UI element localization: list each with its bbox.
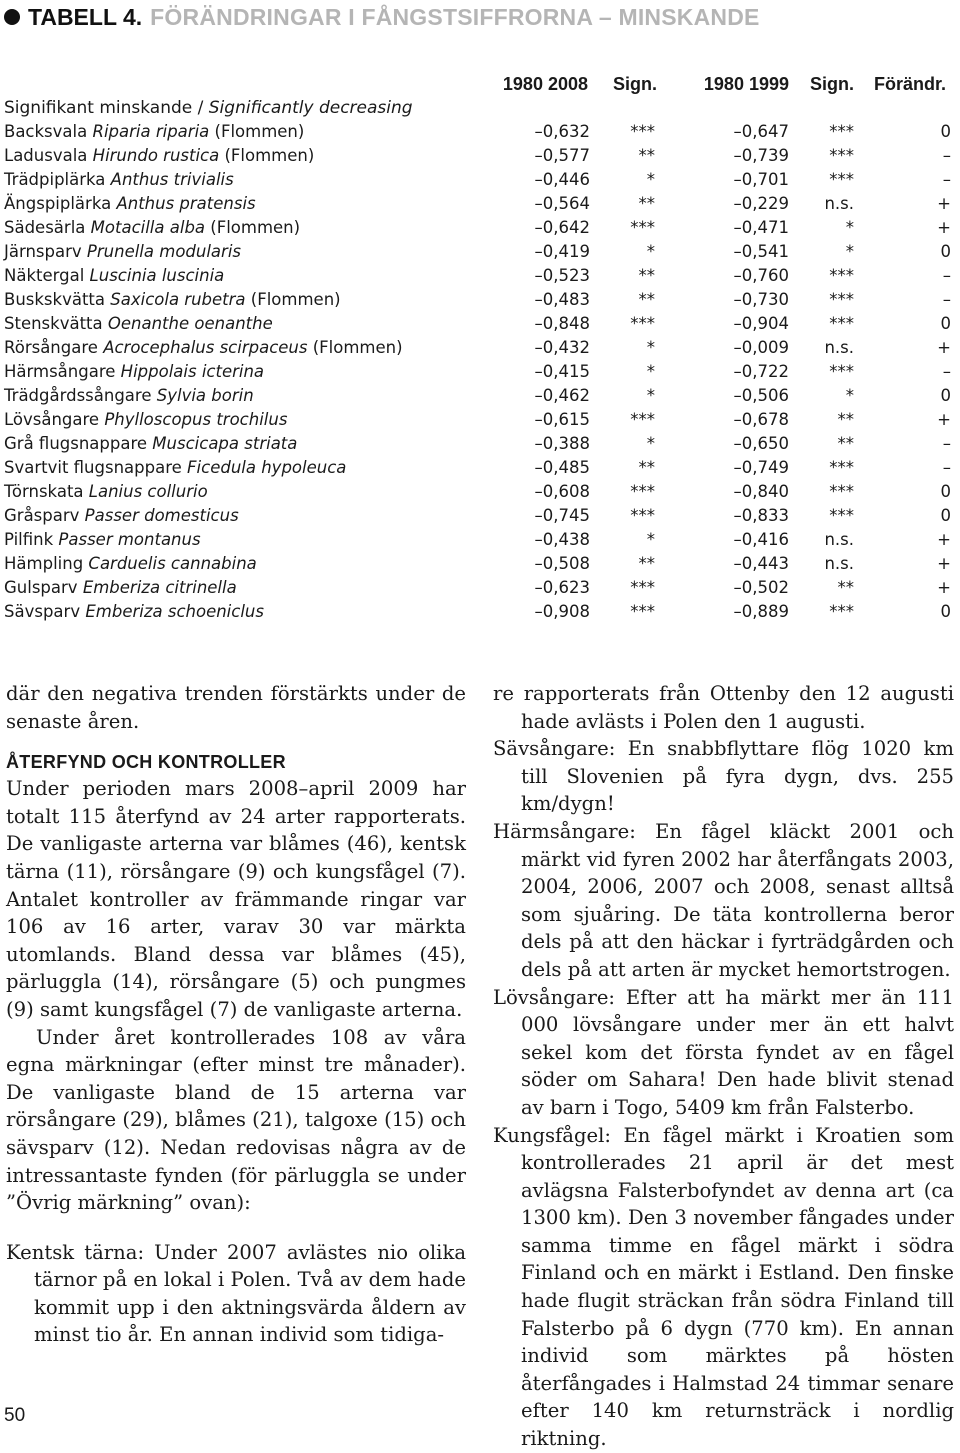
- significance-1-cell: **: [638, 146, 655, 165]
- trend-1980-1999-cell: –0,889: [733, 602, 789, 621]
- table-row: [0, 432, 960, 456]
- species-name: Trädgårdssångare: [4, 386, 152, 405]
- species-cell: [4, 552, 257, 576]
- paragraph-gap: [6, 1217, 466, 1239]
- significance-2-cell: *: [845, 218, 854, 237]
- change-cell: +: [937, 410, 951, 429]
- significance-1-cell: ***: [630, 482, 655, 501]
- intro-paragraph: där den negativa trenden förstärkts under de senaste åren.: [6, 682, 466, 733]
- species-name: Näktergal: [4, 266, 85, 285]
- significance-2-cell: ***: [829, 314, 854, 333]
- species-latin-name: Emberiza schoeniclus: [85, 602, 264, 621]
- section-label-swedish: Signifikant minskande /: [4, 98, 209, 118]
- significance-1-cell: **: [638, 194, 655, 213]
- significance-1-cell: ***: [630, 122, 655, 141]
- species-latin-name: Passer domesticus: [84, 506, 239, 525]
- table-row: [0, 144, 960, 168]
- change-cell: +: [937, 218, 951, 237]
- trend-1980-1999-cell: –0,541: [733, 242, 789, 261]
- significance-2-cell: ***: [829, 506, 854, 525]
- table-row: [0, 336, 960, 360]
- significance-1-cell: **: [638, 266, 655, 285]
- change-cell: –: [942, 170, 951, 189]
- species-latin-name: Prunella modularis: [86, 242, 242, 261]
- species-latin-name: Sylvia borin: [156, 386, 254, 405]
- table-header-row: [0, 72, 960, 96]
- table-row: [0, 504, 960, 528]
- section-label-row: [0, 96, 960, 120]
- significance-2-cell: ***: [829, 266, 854, 285]
- trend-1980-2008-cell: –0,615: [534, 410, 590, 429]
- trend-1980-2008-cell: –0,908: [534, 602, 590, 621]
- table-title: FÖRÄNDRINGAR I FÅNGSTSIFFRORNA – MINSKANDE: [150, 3, 760, 30]
- column-header-sign-2: Sign.: [810, 74, 854, 94]
- significance-1-cell: *: [646, 434, 655, 453]
- change-cell: –: [942, 146, 951, 165]
- table-row: [0, 408, 960, 432]
- significance-1-cell: ***: [630, 314, 655, 333]
- species-cell: [4, 264, 224, 288]
- significance-1-cell: *: [646, 170, 655, 189]
- species-cell: [4, 480, 208, 504]
- significance-1-cell: *: [646, 530, 655, 549]
- data-table: [0, 72, 960, 624]
- trend-1980-1999-cell: –0,722: [733, 362, 789, 381]
- trend-1980-2008-cell: –0,577: [534, 146, 590, 165]
- trend-1980-2008-cell: –0,446: [534, 170, 590, 189]
- species-cell: [4, 456, 346, 480]
- change-cell: +: [937, 194, 951, 213]
- significance-2-cell: ***: [829, 290, 854, 309]
- species-latin-name: Riparia riparia: [92, 122, 210, 141]
- species-cell: [4, 240, 241, 264]
- trend-1980-2008-cell: –0,483: [534, 290, 590, 309]
- significance-2-cell: n.s.: [824, 338, 854, 357]
- table-row: [0, 480, 960, 504]
- species-name: Ängspiplärka: [4, 194, 112, 213]
- change-cell: 0: [940, 314, 951, 333]
- species-cell: [4, 408, 287, 432]
- significance-2-cell: ***: [829, 602, 854, 621]
- trend-1980-1999-cell: –0,749: [733, 458, 789, 477]
- significance-2-cell: n.s.: [824, 554, 854, 573]
- species-cell: [4, 384, 254, 408]
- change-cell: 0: [940, 122, 951, 141]
- table-label: TABELL 4.: [28, 3, 143, 30]
- significance-2-cell: ***: [829, 122, 854, 141]
- significance-1-cell: *: [646, 338, 655, 357]
- change-cell: +: [937, 578, 951, 597]
- species-note: (Flommen): [312, 338, 403, 357]
- finding-paragraph: re rapporterats från Ottenby den 12 augusti hade avlästs i Polen den 1 augusti.: [493, 682, 954, 733]
- species-name: Sädesärla: [4, 218, 86, 237]
- species-cell: [4, 504, 239, 528]
- species-latin-name: Acrocephalus scirpaceus: [103, 338, 308, 357]
- table-row: [0, 576, 960, 600]
- column-header-period-2: 1980 1999: [703, 74, 789, 94]
- table-row: [0, 312, 960, 336]
- table-heading: [4, 2, 760, 32]
- change-cell: –: [942, 458, 951, 477]
- body-paragraph: Under året kontrollerades 108 av våra egna märkningar (efter minst tre månader). De vanligaste bland de 15 arterna var rörsångare (29), blåmes (21), talgoxe (15) och sävsparv (12). Nedan redovisas några av de intressantaste fynden (för pärluggla se under ”Övrig märkning” ovan):: [6, 1025, 466, 1215]
- trend-1980-2008-cell: –0,432: [534, 338, 590, 357]
- species-cell: [4, 192, 256, 216]
- significance-1-cell: ***: [630, 578, 655, 597]
- trend-1980-1999-cell: –0,650: [733, 434, 789, 453]
- significance-1-cell: *: [646, 242, 655, 261]
- change-cell: 0: [940, 506, 951, 525]
- trend-1980-2008-cell: –0,632: [534, 122, 590, 141]
- change-cell: +: [937, 338, 951, 357]
- species-latin-name: Oenanthe oenanthe: [107, 314, 273, 333]
- trend-1980-1999-cell: –0,416: [733, 530, 789, 549]
- species-cell: [4, 600, 264, 624]
- trend-1980-1999-cell: –0,647: [733, 122, 789, 141]
- significance-2-cell: n.s.: [824, 530, 854, 549]
- trend-1980-1999-cell: –0,678: [733, 410, 789, 429]
- bullet-icon: [4, 9, 20, 25]
- species-name: Buskskvätta: [4, 290, 106, 309]
- trend-1980-1999-cell: –0,739: [733, 146, 789, 165]
- change-cell: –: [942, 290, 951, 309]
- table-row: [0, 264, 960, 288]
- species-cell: [4, 312, 273, 336]
- trend-1980-2008-cell: –0,608: [534, 482, 590, 501]
- species-note: (Flommen): [224, 146, 315, 165]
- significance-2-cell: *: [845, 386, 854, 405]
- species-cell: [4, 288, 341, 312]
- trend-1980-1999-cell: –0,471: [733, 218, 789, 237]
- trend-1980-1999-cell: –0,506: [733, 386, 789, 405]
- section-heading: ÅTERFYND OCH KONTROLLER: [6, 752, 286, 773]
- species-latin-name: Phylloscopus trochilus: [104, 410, 288, 429]
- species-cell: [4, 336, 403, 360]
- body-paragraph: Under perioden mars 2008–april 2009 har totalt 115 återfynd av 24 arter rapporterats. De vanligaste arterna var blåmes (46), kentsk tärna (11), rörsångare (9) och kungsfågel (7). Antalet kontroller av främmande ringar var 106 av 16 arter, varav 30 var märkta utomlands. Bland dessa var blåmes (45), pärluggla (14), rörsångare (5) och pungmes (9) samt kungsfågel (7) de vanligaste arterna.: [6, 777, 466, 1021]
- significance-2-cell: ***: [829, 146, 854, 165]
- table-row: [0, 456, 960, 480]
- change-cell: +: [937, 530, 951, 549]
- table-row: [0, 288, 960, 312]
- section-label: [4, 96, 413, 120]
- change-cell: +: [937, 554, 951, 573]
- change-cell: –: [942, 434, 951, 453]
- species-latin-name: Saxicola rubetra: [110, 290, 246, 309]
- species-name: Härmsångare: [4, 362, 116, 381]
- species-name: Grå flugsnappare: [4, 434, 148, 453]
- significance-2-cell: n.s.: [824, 194, 854, 213]
- species-latin-name: Lanius collurio: [88, 482, 208, 501]
- trend-1980-1999-cell: –0,730: [733, 290, 789, 309]
- column-header-change: Förändr.: [873, 74, 946, 94]
- column-header-sign-1: Sign.: [613, 74, 657, 94]
- significance-1-cell: **: [638, 458, 655, 477]
- species-latin-name: Passer montanus: [58, 530, 201, 549]
- table-row: [0, 216, 960, 240]
- species-cell: [4, 360, 264, 384]
- trend-1980-2008-cell: –0,564: [534, 194, 590, 213]
- species-cell: [4, 120, 304, 144]
- change-cell: 0: [940, 602, 951, 621]
- trend-1980-2008-cell: –0,848: [534, 314, 590, 333]
- species-latin-name: Luscinia luscinia: [89, 266, 225, 285]
- significance-2-cell: *: [845, 242, 854, 261]
- trend-1980-2008-cell: –0,462: [534, 386, 590, 405]
- trend-1980-2008-cell: –0,415: [534, 362, 590, 381]
- species-cell: [4, 216, 300, 240]
- change-cell: –: [942, 362, 951, 381]
- species-note: (Flommen): [210, 218, 301, 237]
- species-latin-name: Emberiza citrinella: [82, 578, 237, 597]
- finding-paragraph: Härmsångare: En fågel kläckt 2001 och märkt vid fyren 2002 har återfångats 2003, 2004, 2006, 2007 och 2008, senast alltså som sjuåring. De täta kontrollerna beror dels på att den häckar i fyrträdgården och dels på att arten är mycket hemortstrogen.: [493, 819, 954, 981]
- change-cell: 0: [940, 482, 951, 501]
- significance-2-cell: ***: [829, 362, 854, 381]
- table-row: [0, 192, 960, 216]
- species-latin-name: Anthus trivialis: [110, 170, 234, 189]
- species-name: Rörsångare: [4, 338, 98, 357]
- trend-1980-1999-cell: –0,009: [733, 338, 789, 357]
- species-name: Trädpiplärka: [4, 170, 106, 189]
- species-name: Gråsparv: [4, 506, 80, 525]
- species-latin-name: Hirundo rustica: [92, 146, 220, 165]
- trend-1980-1999-cell: –0,502: [733, 578, 789, 597]
- section-label-english: Significantly decreasing: [208, 98, 413, 118]
- species-name: Törnskata: [4, 482, 84, 501]
- significance-1-cell: ***: [630, 410, 655, 429]
- trend-1980-1999-cell: –0,840: [733, 482, 789, 501]
- significance-2-cell: **: [837, 434, 854, 453]
- change-cell: 0: [940, 242, 951, 261]
- species-name: Gulsparv: [4, 578, 78, 597]
- significance-2-cell: ***: [829, 170, 854, 189]
- species-cell: [4, 168, 234, 192]
- significance-2-cell: ***: [829, 458, 854, 477]
- right-text-column: [493, 680, 954, 1453]
- column-header-period-1: 1980 2008: [502, 74, 588, 94]
- species-note: (Flommen): [214, 122, 305, 141]
- significance-1-cell: ***: [630, 218, 655, 237]
- species-name: Lövsångare: [4, 410, 100, 429]
- table-row: [0, 168, 960, 192]
- significance-2-cell: ***: [829, 482, 854, 501]
- table-row: [0, 552, 960, 576]
- table-body: [0, 120, 960, 624]
- species-latin-name: Carduelis cannabina: [88, 554, 257, 573]
- species-latin-name: Anthus pratensis: [116, 194, 256, 213]
- change-cell: –: [942, 266, 951, 285]
- trend-1980-2008-cell: –0,419: [534, 242, 590, 261]
- trend-1980-2008-cell: –0,745: [534, 506, 590, 525]
- table-row: [0, 240, 960, 264]
- trend-1980-1999-cell: –0,760: [733, 266, 789, 285]
- trend-1980-2008-cell: –0,388: [534, 434, 590, 453]
- species-cell: [4, 528, 201, 552]
- species-name: Backsvala: [4, 122, 88, 141]
- species-note: (Flommen): [250, 290, 341, 309]
- finding-paragraph: Kentsk tärna: Under 2007 avlästes nio olika tärnor på en lokal i Polen. Två av dem hade kommit upp i den aktningsvärda åldern av minst tio år. En annan individ som tidiga-: [6, 1240, 466, 1347]
- species-name: Svartvit flugsnappare: [4, 458, 182, 477]
- table-row: [0, 360, 960, 384]
- species-latin-name: Hippolais icterina: [120, 362, 265, 381]
- trend-1980-1999-cell: –0,904: [733, 314, 789, 333]
- species-cell: [4, 432, 297, 456]
- species-name: Sävsparv: [4, 602, 81, 621]
- trend-1980-2008-cell: –0,438: [534, 530, 590, 549]
- table-row: [0, 384, 960, 408]
- finding-paragraph: Lövsångare: Efter att ha märkt mer än 111 000 lövsångare under mer än ett halvt sekel kom det första fyndet av en fågel söder om Sahara! Den hade blivit stenad av barn i Togo, 5409 km från Falsterbo.: [493, 985, 954, 1119]
- trend-1980-2008-cell: –0,508: [534, 554, 590, 573]
- trend-1980-1999-cell: –0,701: [733, 170, 789, 189]
- species-name: Pilfink: [4, 530, 54, 549]
- trend-1980-2008-cell: –0,523: [534, 266, 590, 285]
- species-latin-name: Ficedula hypoleuca: [187, 458, 347, 477]
- species-name: Ladusvala: [4, 146, 88, 165]
- species-cell: [4, 576, 237, 600]
- trend-1980-2008-cell: –0,642: [534, 218, 590, 237]
- table-row: [0, 528, 960, 552]
- trend-1980-1999-cell: –0,229: [733, 194, 789, 213]
- trend-1980-2008-cell: –0,485: [534, 458, 590, 477]
- finding-paragraph: Kungsfågel: En fågel märkt i Kroatien som kontrollerades 21 april är det mest avlägsna Falsterbofyndet av denna art (ca 1300 km). Den 3 november fångades under samma timme en fågel märkt i södra Finland och en märkt i Estland. Den finske hade flugit sträckan från södra Finland till Falsterbo på 6 dygn (770 km). En annan individ som märktes på hösten återfångades i Halmstad 24 timmar senare efter 140 km returnsträck i nordlig riktning.: [493, 1123, 954, 1451]
- table-row: [0, 120, 960, 144]
- change-cell: 0: [940, 386, 951, 405]
- significance-1-cell: ***: [630, 602, 655, 621]
- significance-2-cell: **: [837, 410, 854, 429]
- significance-1-cell: **: [638, 290, 655, 309]
- significance-2-cell: **: [837, 578, 854, 597]
- page-number: 50: [4, 1405, 26, 1426]
- species-latin-name: Muscicapa striata: [152, 434, 298, 453]
- significance-1-cell: ***: [630, 506, 655, 525]
- significance-1-cell: *: [646, 362, 655, 381]
- trend-1980-1999-cell: –0,443: [733, 554, 789, 573]
- left-text-column: [6, 680, 466, 1349]
- species-cell: [4, 144, 314, 168]
- species-latin-name: Motacilla alba: [90, 218, 206, 237]
- significance-1-cell: *: [646, 386, 655, 405]
- species-name: Stenskvätta: [4, 314, 103, 333]
- species-name: Järnsparv: [4, 242, 82, 261]
- significance-1-cell: **: [638, 554, 655, 573]
- species-name: Hämpling: [4, 554, 84, 573]
- trend-1980-2008-cell: –0,623: [534, 578, 590, 597]
- table-row: [0, 600, 960, 624]
- finding-paragraph: Sävsångare: En snabbflyttare flög 1020 km till Slovenien på fyra dygn, dvs. 255 km/dygn!: [493, 737, 954, 816]
- trend-1980-1999-cell: –0,833: [733, 506, 789, 525]
